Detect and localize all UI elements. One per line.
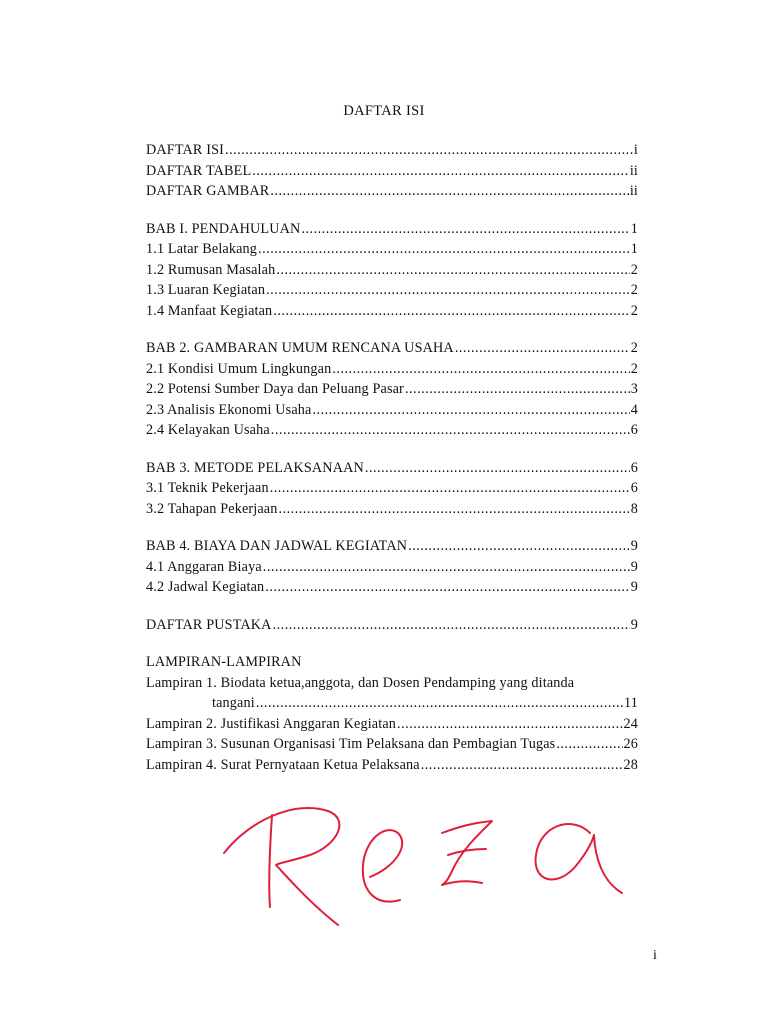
toc-entry-page: 8 xyxy=(630,500,638,517)
toc-entry xyxy=(146,400,638,421)
toc-entry-label: Lampiran 4. Surat Pernyataan Ketua Pelaksana xyxy=(146,756,420,773)
group-gap xyxy=(146,635,638,652)
leader-dots xyxy=(301,219,629,240)
leader-dots xyxy=(225,140,633,161)
leader-dots xyxy=(405,379,630,400)
toc-entry-page: 24 xyxy=(623,715,638,732)
toc-entry xyxy=(146,755,638,776)
toc-entry xyxy=(146,536,638,557)
group-gap xyxy=(146,321,638,338)
toc-entry-label: BAB I. PENDAHULUAN xyxy=(146,220,301,237)
leader-dots xyxy=(276,260,629,281)
toc-entry xyxy=(146,615,638,636)
leader-dots xyxy=(266,280,630,301)
toc-entry xyxy=(146,359,638,380)
toc-entry xyxy=(146,557,638,578)
leader-dots xyxy=(271,420,630,441)
leader-dots xyxy=(421,755,623,776)
group-gap xyxy=(146,519,638,536)
toc-entry-page: 3 xyxy=(630,381,638,397)
toc-entry xyxy=(146,140,638,161)
toc-entry-page: 6 xyxy=(630,459,638,476)
group-gap xyxy=(146,598,638,615)
appendix-entry-1-line-2 xyxy=(146,693,638,714)
toc-entry xyxy=(146,714,638,735)
toc-entry-page: ii xyxy=(629,183,638,199)
toc-entry xyxy=(146,181,638,202)
group-gap xyxy=(146,441,638,458)
toc-entry xyxy=(146,260,638,281)
leader-dots xyxy=(273,301,629,322)
leader-dots xyxy=(312,400,629,421)
leader-dots xyxy=(273,615,630,636)
toc-entry-page: 1 xyxy=(630,220,638,237)
toc-entry xyxy=(146,420,638,441)
toc-entry-label: 3.2 Tahapan Pekerjaan xyxy=(146,500,278,517)
toc-entry xyxy=(146,734,638,755)
leader-dots xyxy=(332,359,629,380)
handwritten-signature xyxy=(210,785,650,945)
toc-entry-page: ii xyxy=(629,162,638,179)
toc-entry-page: 6 xyxy=(630,422,638,438)
toc-entry-page: 6 xyxy=(630,480,638,496)
toc-entry-page: 2 xyxy=(630,261,638,278)
page-number: i xyxy=(653,948,657,963)
toc-entry-page: 28 xyxy=(623,756,638,773)
toc-entry-page: 4 xyxy=(630,401,638,418)
toc-entry-label: 1.1 Latar Belakang xyxy=(146,241,258,257)
leader-dots xyxy=(279,499,630,520)
toc-entry xyxy=(146,219,638,240)
toc-entry xyxy=(146,458,638,479)
table-of-contents xyxy=(146,140,638,775)
toc-entry xyxy=(146,280,638,301)
group-gap xyxy=(146,202,638,219)
appendix-entry-1-line-1: Lampiran 1. Biodata ketua,anggota, dan Dosen Pendamping yang ditanda xyxy=(146,674,575,691)
toc-entry-label: 1.2 Rumusan Masalah xyxy=(146,261,276,278)
toc-entry-page: 11 xyxy=(624,695,638,711)
toc-entry-label: 2.3 Analisis Ekonomi Usaha xyxy=(146,401,312,418)
toc-entry-label: BAB 3. METODE PELAKSANAAN xyxy=(146,459,364,476)
toc-entry xyxy=(146,161,638,182)
toc-entry-label: tangani xyxy=(212,695,255,711)
toc-entry xyxy=(146,239,638,260)
toc-entry xyxy=(146,478,638,499)
toc-entry-label: 4.2 Jadwal Kegiatan xyxy=(146,579,265,595)
leader-dots xyxy=(270,478,630,499)
toc-entry-label: BAB 2. GAMBARAN UMUM RENCANA USAHA xyxy=(146,340,454,356)
appendix-heading: LAMPIRAN-LAMPIRAN xyxy=(146,654,302,670)
toc-entry-label: Lampiran 3. Susunan Organisasi Tim Pelaksana dan Pembagian Tugas xyxy=(146,736,556,752)
toc-entry xyxy=(146,577,638,598)
toc-entry-page: 9 xyxy=(630,579,638,595)
toc-entry-label: 3.1 Teknik Pekerjaan xyxy=(146,480,269,496)
toc-entry-label: 1.3 Luaran Kegiatan xyxy=(146,282,266,298)
toc-entry-label: DAFTAR GAMBAR xyxy=(146,183,270,199)
toc-entry-label: 1.4 Manfaat Kegiatan xyxy=(146,302,273,319)
toc-entry xyxy=(146,338,638,359)
toc-entry-page: 9 xyxy=(630,558,638,575)
leader-dots xyxy=(455,338,630,359)
leader-dots xyxy=(256,693,623,714)
toc-groups xyxy=(146,140,638,635)
leader-dots xyxy=(265,577,629,598)
leader-dots xyxy=(365,458,630,479)
leader-dots xyxy=(408,536,630,557)
page-title: DAFTAR ISI xyxy=(343,103,425,119)
leader-dots xyxy=(397,714,622,735)
toc-entry xyxy=(146,301,638,322)
toc-entry-label: 2.1 Kondisi Umum Lingkungan xyxy=(146,360,332,377)
leader-dots xyxy=(252,161,629,182)
toc-entry-page: 2 xyxy=(630,360,638,377)
toc-entry-page: 2 xyxy=(630,340,638,356)
toc-entry-page: i xyxy=(633,142,638,158)
toc-entry-label: Lampiran 2. Justifikasi Anggaran Kegiatan xyxy=(146,715,397,732)
toc-entry-label: 4.1 Anggaran Biaya xyxy=(146,558,262,575)
toc-entry-label: DAFTAR ISI xyxy=(146,142,225,158)
toc-entry-page: 9 xyxy=(630,616,638,633)
appendix-entries xyxy=(146,714,638,776)
toc-entry-label: DAFTAR PUSTAKA xyxy=(146,616,272,633)
toc-entry-label: 2.2 Potensi Sumber Daya dan Peluang Pasar xyxy=(146,381,404,397)
leader-dots xyxy=(258,239,630,260)
leader-dots xyxy=(556,734,622,755)
toc-entry-page: 1 xyxy=(630,241,638,257)
toc-entry xyxy=(146,379,638,400)
toc-entry-page: 9 xyxy=(630,538,638,554)
toc-entry-label: DAFTAR TABEL xyxy=(146,162,252,179)
leader-dots xyxy=(270,181,628,202)
toc-entry-page: 2 xyxy=(630,282,638,298)
toc-entry-page: 2 xyxy=(630,302,638,319)
toc-entry xyxy=(146,499,638,520)
toc-entry-label: 2.4 Kelayakan Usaha xyxy=(146,422,270,438)
leader-dots xyxy=(263,557,630,578)
toc-entry-label: BAB 4. BIAYA DAN JADWAL KEGIATAN xyxy=(146,538,408,554)
toc-entry-page: 26 xyxy=(623,736,638,752)
